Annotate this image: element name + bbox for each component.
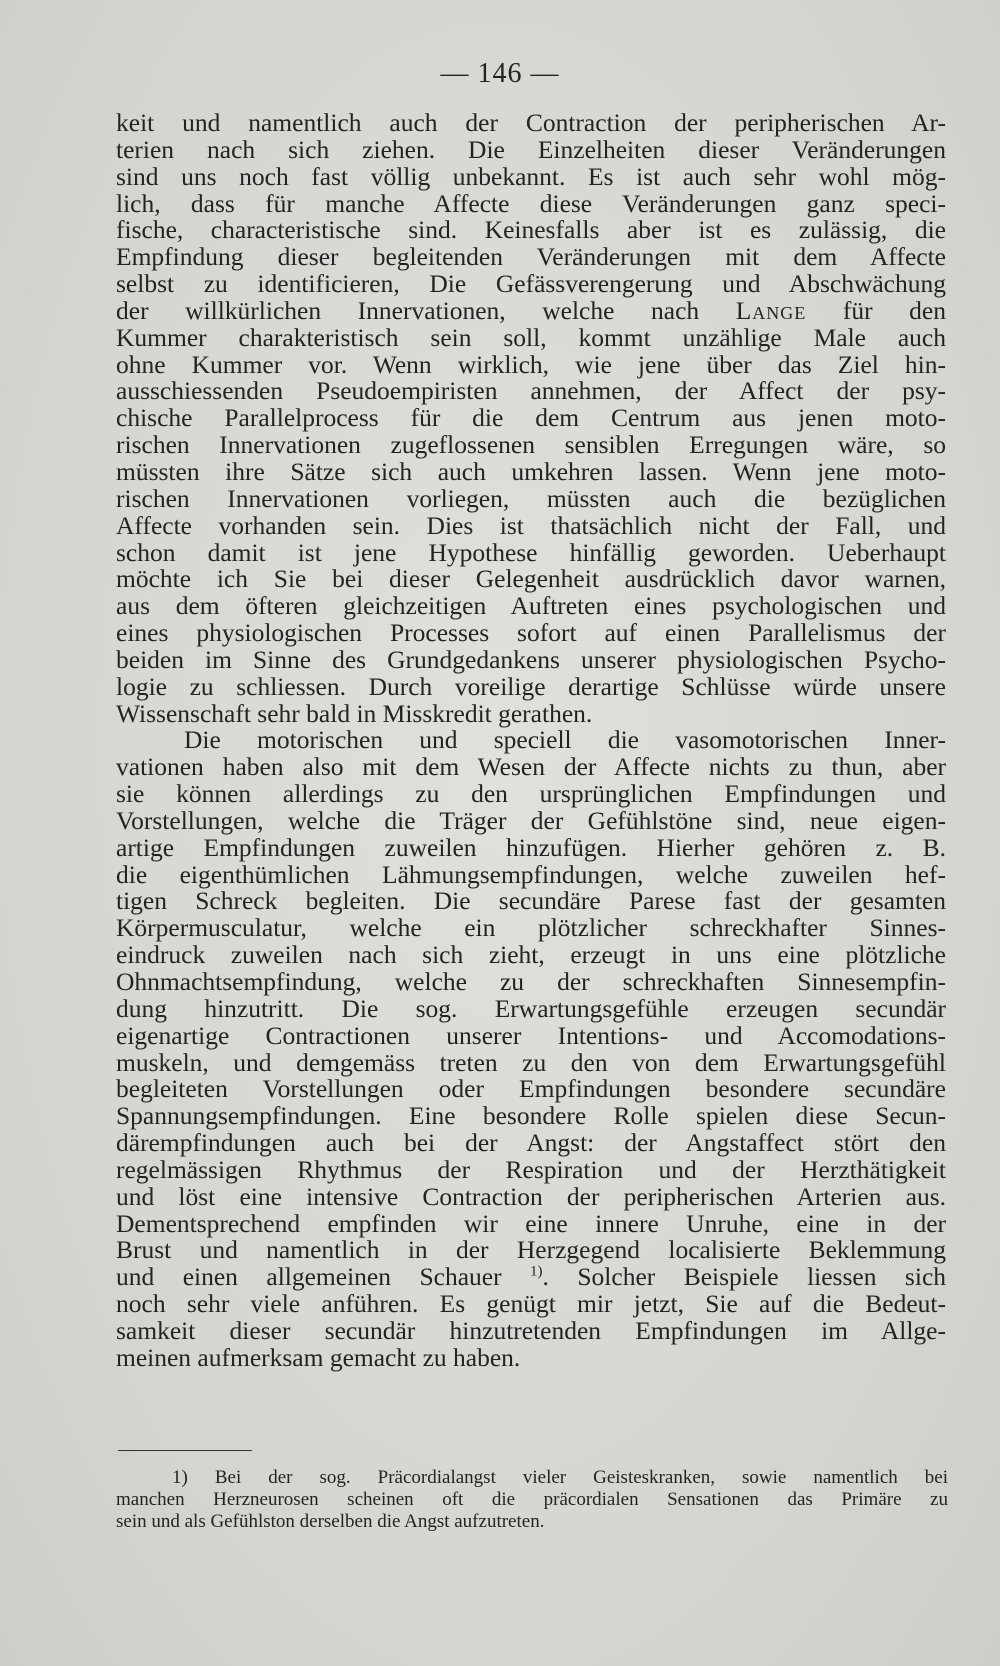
text-line: noch sehr viele anführen. Es genügt mir jetzt, Sie auf die Bedeut- xyxy=(116,1289,946,1319)
text-line: sind uns noch fast völlig unbekannt. Es ist auch sehr wohl mög- xyxy=(116,161,946,191)
text-line: fische, characteristische sind. Keinesfalls aber ist es zulässig, die xyxy=(116,215,946,245)
footnotes xyxy=(116,1467,948,1533)
text-line: und löst eine intensive Contraction der peripherischen Arterien aus. xyxy=(116,1181,946,1211)
text-line: ausschiessenden Pseudoempiristen annehmen, der Affect der psy- xyxy=(116,376,946,406)
text-line-paragraph-start: Die motorischen und speciell die vasomotorischen Inner- xyxy=(184,725,946,755)
text-line: rischen Innervationen zugeflossenen sensiblen Erregungen wäre, so xyxy=(116,430,946,460)
text-segment: und einen allgemeinen Schauer xyxy=(116,1262,502,1292)
text-line: möchte ich Sie bei dieser Gelegenheit ausdrücklich davor warnen, xyxy=(116,564,946,594)
text-line: müssten ihre Sätze sich auch umkehren lassen. Wenn jene moto- xyxy=(116,456,946,486)
text-line: rischen Innervationen vorliegen, müssten auch die bezüglichen xyxy=(116,483,946,513)
text-line: die eigenthümlichen Lähmungsempfindungen, welche zuweilen hef- xyxy=(116,859,946,889)
text-line-paragraph-end: Wissenschaft sehr bald in Misskredit gerathen. xyxy=(116,698,593,728)
text-line: schon damit ist jene Hypothese hinfällig geworden. Ueberhaupt xyxy=(116,537,946,567)
footnote-line: manchen Herzneurosen scheinen oft die präcordialen Sensationen das Primäre zu xyxy=(116,1489,948,1510)
author-name-lange: Lange xyxy=(735,295,807,325)
text-line: vationen haben also mit dem Wesen der Affecte nichts zu thun, aber xyxy=(116,752,946,782)
text-line: aus dem öfteren gleichzeitigen Auftreten eines psychologischen und xyxy=(116,591,946,621)
text-line: Brust und namentlich in der Herzgegend localisierte Beklemmung xyxy=(116,1235,946,1265)
text-segment: für den xyxy=(806,295,946,325)
text-line: eigenartige Contractionen unserer Intentions- und Accomodations- xyxy=(116,1020,946,1050)
text-segment: der willkürlichen Innervationen, welche nach xyxy=(116,295,700,325)
text-line: Dementsprechend empfinden wir eine innere Unruhe, eine in der xyxy=(116,1208,946,1238)
text-line: Empfindung dieser begleitenden Veränderungen mit dem Affecte xyxy=(116,242,946,272)
text-line: tigen Schreck begleiten. Die secundäre Parese fast der gesamten xyxy=(116,886,946,916)
text-line: selbst zu identificieren, Die Gefässverengerung und Abschwächung xyxy=(116,269,946,299)
text-line-with-footnote-ref xyxy=(116,1264,946,1291)
text-line-paragraph-end: meinen aufmerksam gemacht zu haben. xyxy=(116,1342,521,1372)
text-line: Affecte vorhanden sein. Dies ist thatsächlich nicht der Fall, und xyxy=(116,510,946,540)
text-line: dung hinzutritt. Die sog. Erwartungsgefühle erzeugen secundär xyxy=(116,993,946,1023)
text-line: muskeln, und demgemäss treten zu den von dem Erwartungsgefühl xyxy=(116,1047,946,1077)
text-line: Körpermusculatur, welche ein plötzlicher schreckhafter Sinnes- xyxy=(116,913,946,943)
text-line: därempfindungen auch bei der Angst: der Angstaffect stört den xyxy=(116,1128,946,1158)
text-line: artige Empfindungen zuweilen hinzufügen. Hierher gehören z. B. xyxy=(116,832,946,862)
text-line: keit und namentlich auch der Contraction der peripherischen Ar- xyxy=(116,108,946,137)
text-line: beiden im Sinne des Grundgedankens unserer physiologischen Psycho- xyxy=(116,644,946,674)
text-line: Ohnmachtsempfindung, welche zu der schreckhaften Sinnesempfin- xyxy=(116,967,946,996)
text-line: eindruck zuweilen nach sich zieht, erzeugt in uns eine plötzliche xyxy=(116,940,946,970)
text-line: Spannungsempfindungen. Eine besondere Rolle spielen diese Secun- xyxy=(116,1101,946,1131)
text-segment: . Solcher Beispiele liessen sich xyxy=(542,1262,947,1292)
text-line: regelmässigen Rhythmus der Respiration und der Herzthätigkeit xyxy=(116,1154,946,1184)
text-line: chische Parallelprocess für die dem Centrum aus jenen moto- xyxy=(116,403,946,433)
text-line: Vorstellungen, welche die Träger der Gefühlstöne sind, neue eigen- xyxy=(116,805,946,835)
page-number: — 146 — xyxy=(440,58,560,89)
footnote-line: 1) Bei der sog. Präcordialangst vieler Geisteskranken, sowie namentlich bei xyxy=(172,1467,948,1488)
footnote-reference[interactable]: 1) xyxy=(530,1263,543,1280)
text-line: begleiteten Vorstellungen oder Empfindungen besondere secundäre xyxy=(116,1074,946,1104)
text-line: terien nach sich ziehen. Die Einzelheiten dieser Veränderungen xyxy=(116,134,946,164)
text-line: eines physiologischen Processes sofort auf einen Parallelismus der xyxy=(116,618,946,648)
body-text xyxy=(116,110,946,1372)
footnote-line: sein und als Gefühlston derselben die Angst aufzutreten. xyxy=(116,1511,545,1532)
text-line: logie zu schliessen. Durch voreilige derartige Schlüsse würde unsere xyxy=(116,671,946,701)
text-line: ohne Kummer vor. Wenn wirklich, wie jene über das Ziel hin- xyxy=(116,349,946,379)
text-line: samkeit dieser secundär hinzutretenden Empfindungen im Allge- xyxy=(116,1315,946,1345)
text-line: lich, dass für manche Affecte diese Veränderungen ganz speci- xyxy=(116,188,946,218)
text-line-with-author xyxy=(116,295,946,325)
text-line: Kummer charakteristisch sein soll, kommt unzählige Male auch xyxy=(116,322,946,352)
text-line: sie können allerdings zu den ursprünglichen Empfindungen und xyxy=(116,779,946,809)
footnote-divider xyxy=(118,1450,252,1451)
